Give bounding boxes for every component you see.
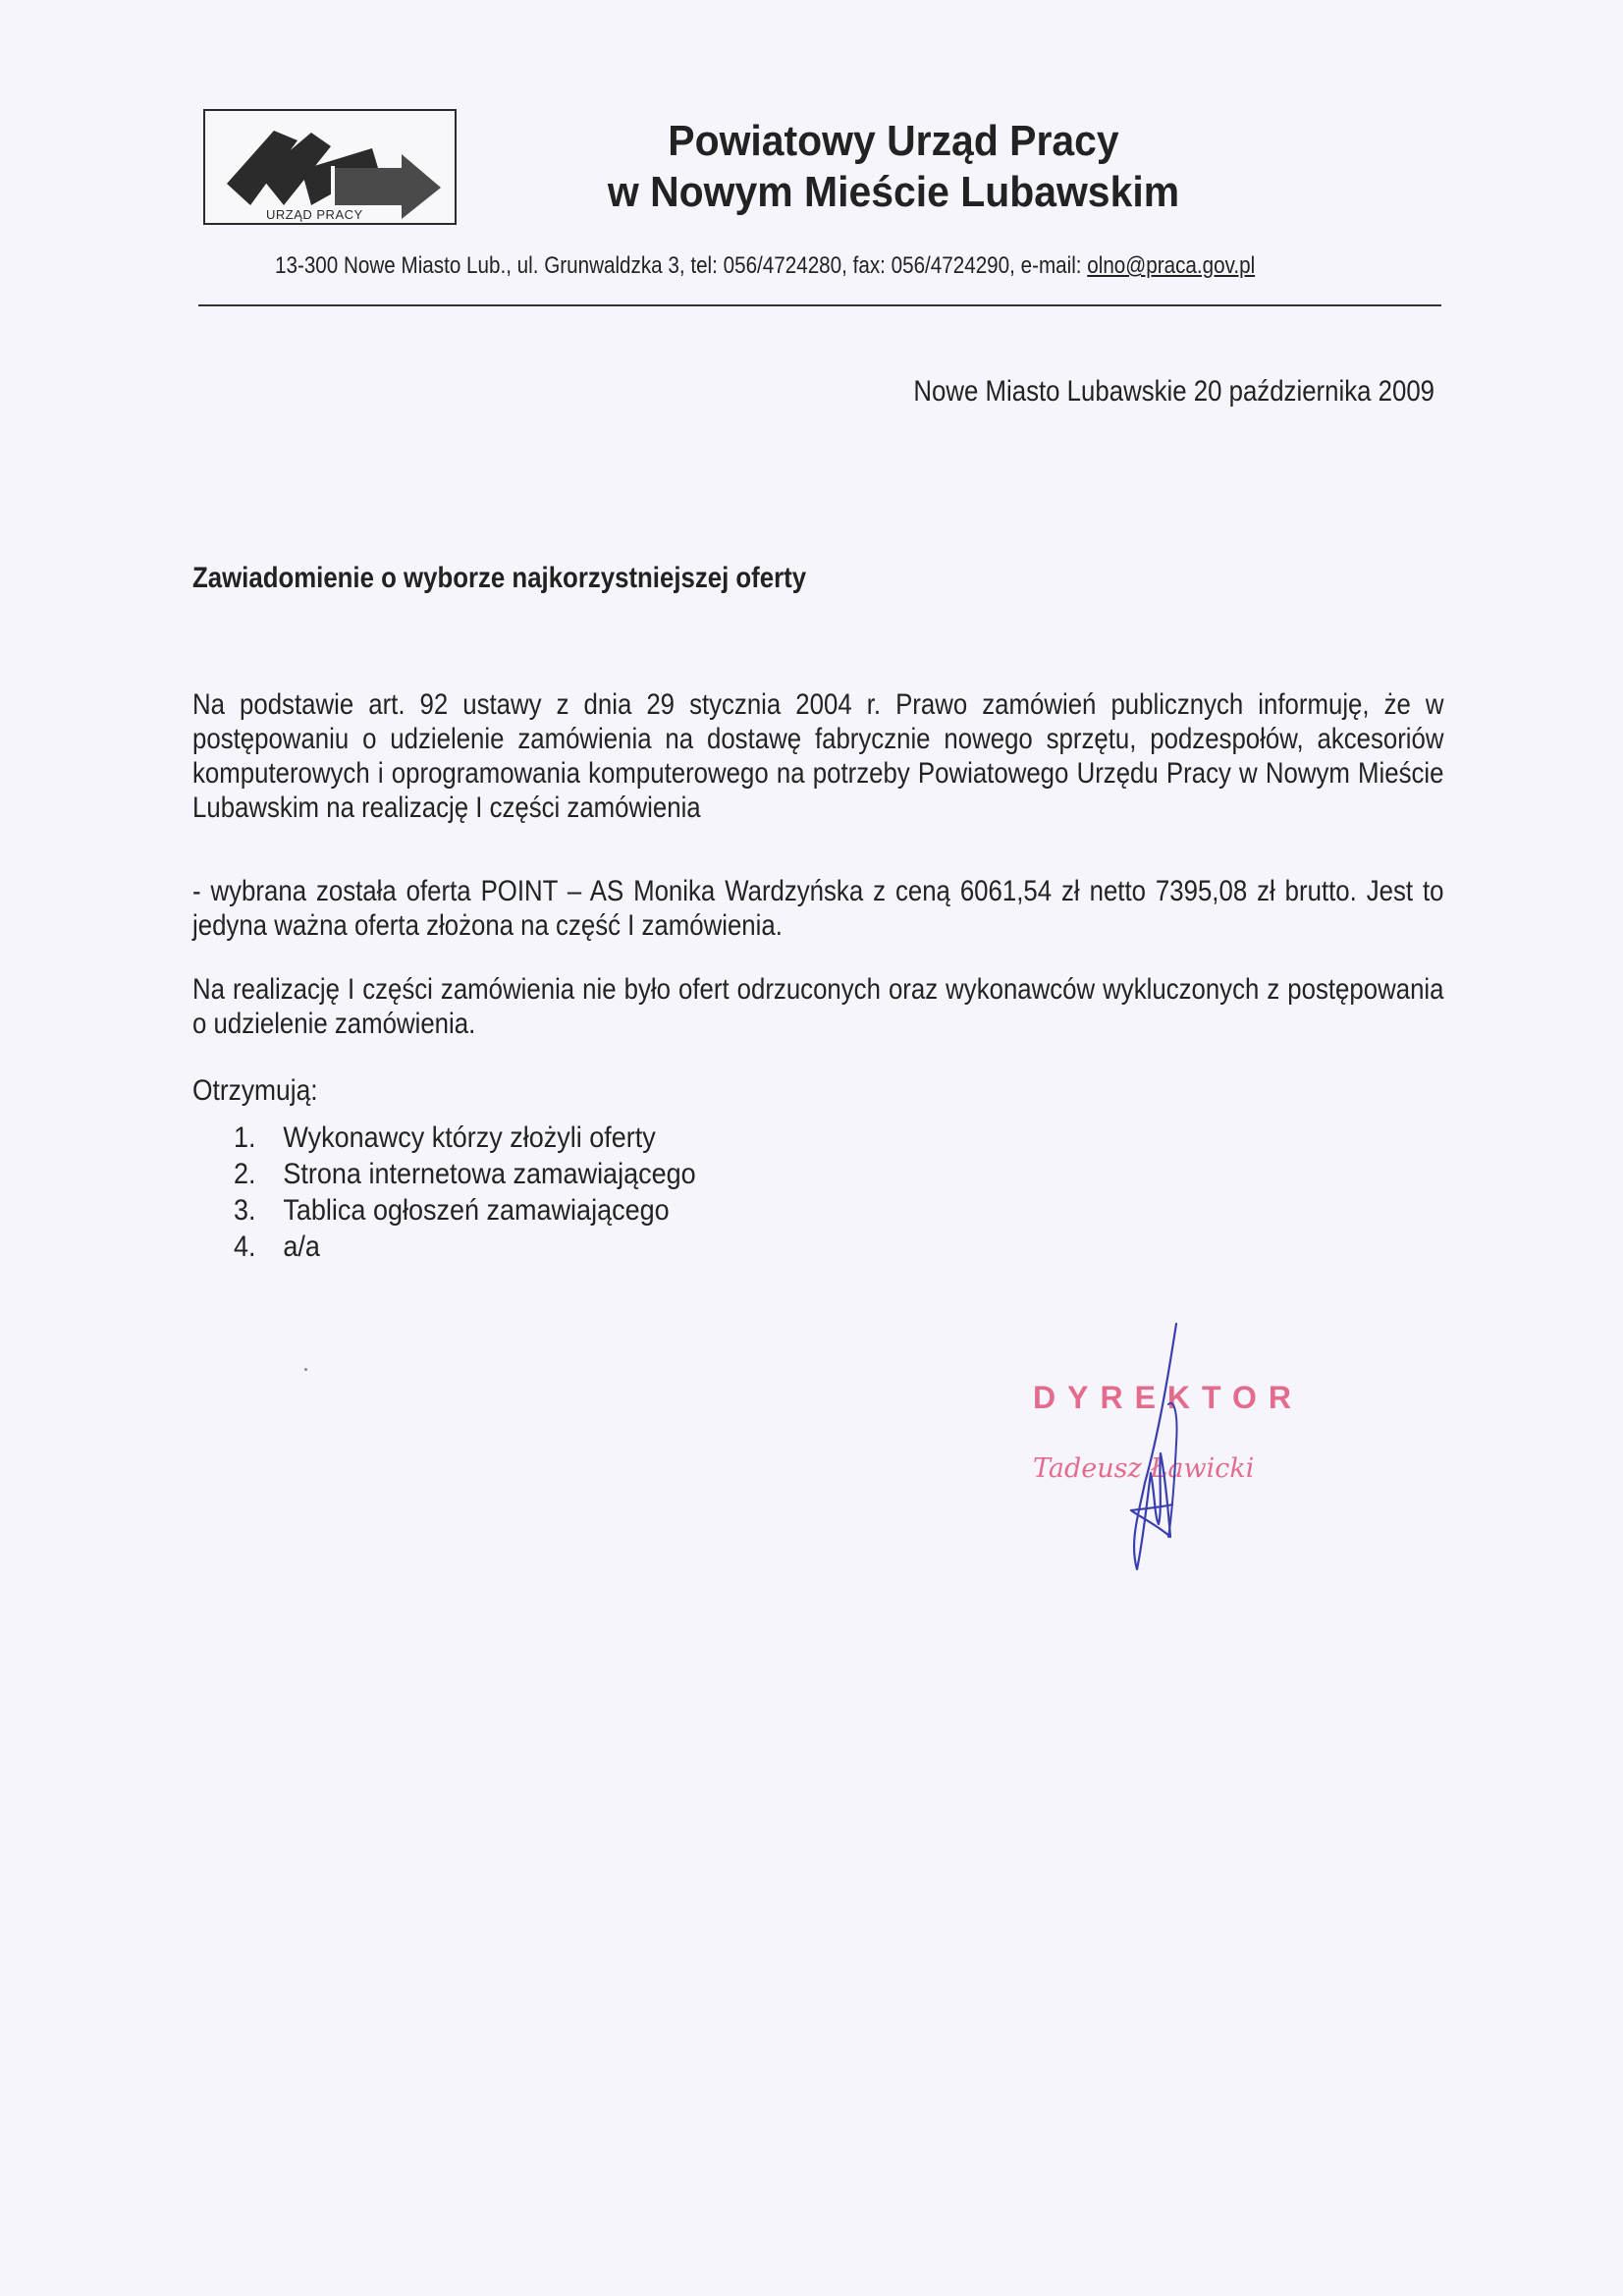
organization-name-line2: w Nowym Mieście Lubawskim [607, 168, 1180, 216]
scan-speck [304, 1368, 307, 1371]
date-line: Nowe Miasto Lubawskie 20 października 2009 [913, 375, 1434, 408]
no-rejections-paragraph: Na realizację I części zamówienia nie było ofert odrzuconych oraz wykonawców wykluczonych z postępowania o udzielenie zamówienia. [192, 973, 1444, 1040]
recipient-item [234, 1192, 696, 1229]
selected-offer-block [192, 874, 1444, 943]
recipient-item [234, 1156, 696, 1192]
recipient-number: 3. [234, 1194, 256, 1227]
organization-name-line1: Powiatowy Urząd Pracy [668, 117, 1119, 165]
recipient-text: Wykonawcy którzy złożyli oferty [283, 1121, 656, 1154]
recipient-item [234, 1229, 696, 1265]
selected-offer-paragraph: - wybrana została oferta POINT – AS Monika Wardzyńska z ceną 6061,54 zł netto 7395,08 zł brutto. Jest to jedyna ważna oferta złożona na część I zamówienia. [192, 875, 1444, 942]
recipient-item [234, 1120, 696, 1156]
logo [203, 109, 457, 225]
recipient-number: 1. [234, 1121, 256, 1154]
organization-name [574, 116, 1214, 218]
email-link[interactable]: olno@praca.gov.pl [1087, 252, 1256, 279]
logo-caption: URZĄD PRACY [266, 207, 363, 222]
stamp-name: Tadeusz Ławicki [1033, 1453, 1255, 1484]
recipient-number: 4. [234, 1230, 256, 1263]
recipient-text: Strona internetowa zamawiającego [283, 1158, 696, 1190]
subject-heading: Zawiadomienie o wyborze najkorzystniejszej oferty [192, 562, 807, 594]
arrow-logo-icon [205, 111, 455, 223]
header-divider [198, 304, 1441, 306]
address-line [275, 252, 1255, 280]
handwritten-signature-icon [1100, 1316, 1217, 1581]
recipient-text: Tablica ogłoszeń zamawiającego [283, 1194, 670, 1227]
recipients-label: Otrzymują: [192, 1074, 318, 1107]
recipients-list [234, 1120, 747, 1265]
intro-paragraph: Na podstawie art. 92 ustawy z dnia 29 stycznia 2004 r. Prawo zamówień publicznych informuję, że w postępowaniu o udzielenie zamówienia na dostawę fabrycznie nowego sprzętu, podzespołów, akcesoriów komputerowych i oprogramowania komputerowego na potrzeby Powiatowego Urzędu Pracy w Nowym Mieście Lubawskim na realizację I części zamówienia [192, 688, 1444, 824]
intro-paragraph-block [192, 687, 1444, 825]
address-text: 13-300 Nowe Miasto Lub., ul. Grunwaldzka 3, tel: 056/4724280, fax: 056/4724290, e-mail: [275, 252, 1088, 279]
recipient-text: a/a [283, 1230, 320, 1263]
no-rejections-block [192, 972, 1444, 1041]
recipient-number: 2. [234, 1158, 256, 1190]
stamp-title: DYREKTOR [1033, 1380, 1303, 1415]
